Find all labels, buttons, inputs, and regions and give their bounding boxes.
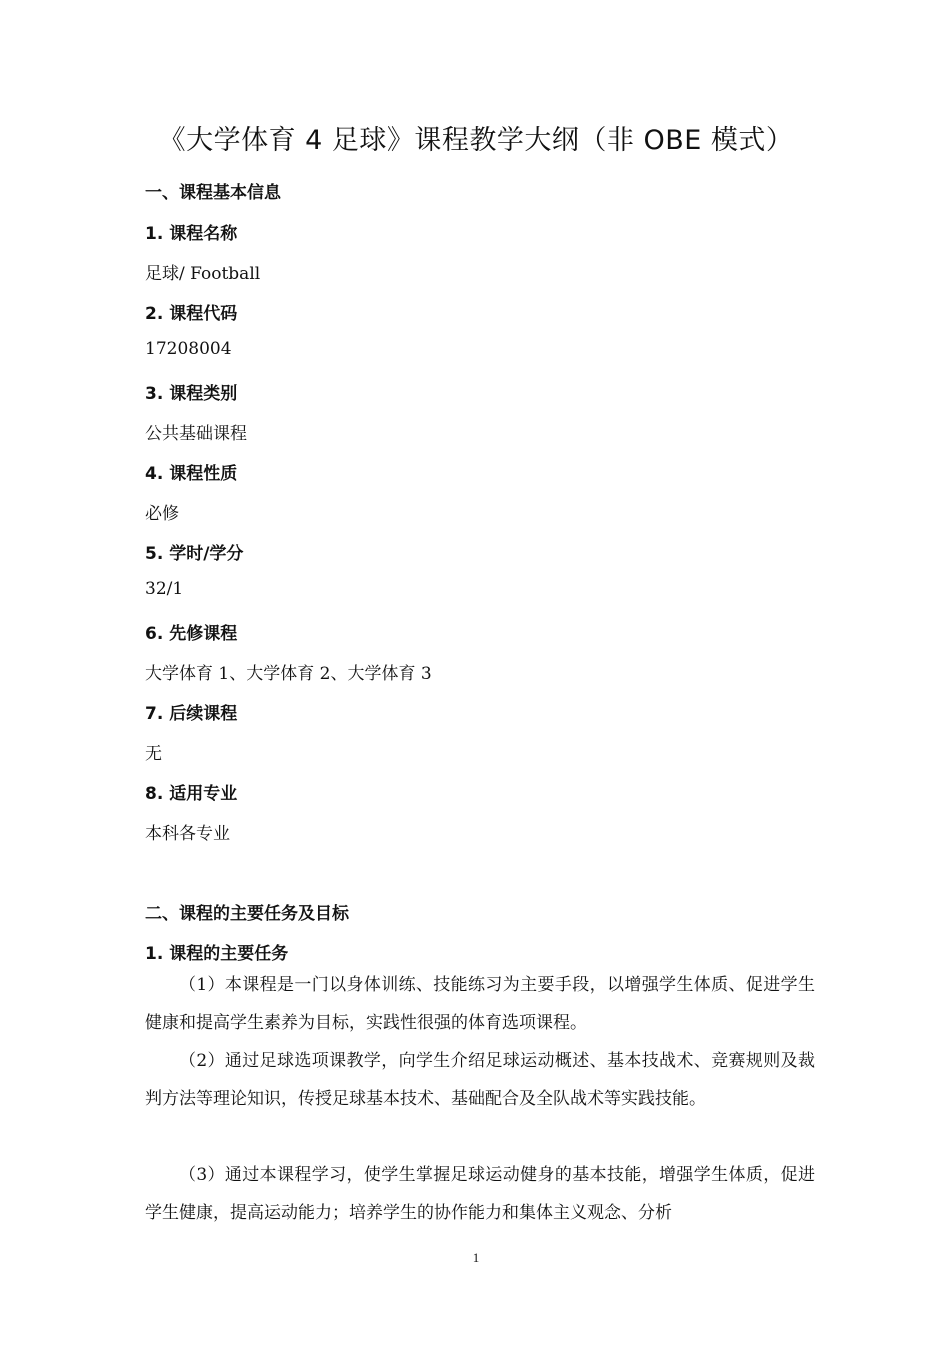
subheading-main-tasks: 1. 课程的主要任务 <box>145 944 289 964</box>
item-label-course-code: 2. 课程代码 <box>145 304 238 324</box>
page-number: 1 <box>472 1250 480 1265</box>
item-value-course-category: 公共基础课程 <box>145 424 247 444</box>
paragraph-task-2: （2）通过足球选项课教学，向学生介绍足球运动概述、基本技战术、竞赛规则及裁判方法等理论知识，传授足球基本技术、基础配合及全队战术等实践技能。 <box>145 1051 815 1109</box>
paragraph-task-3: （3）通过本课程学习，使学生掌握足球运动健身的基本技能，增强学生体质，促进学生健康，提高运动能力；培养学生的协作能力和集体主义观念、分析 <box>145 1165 815 1223</box>
item-value-course-nature: 必修 <box>145 504 179 524</box>
item-label-applicable-majors: 8. 适用专业 <box>145 784 238 804</box>
item-value-prerequisites: 大学体育 1、大学体育 2、大学体育 3 <box>145 664 432 684</box>
item-value-course-name: 足球/ Football <box>145 264 261 284</box>
document-title: 《大学体育 4 足球》课程教学大纲（非 OBE 模式） <box>158 125 794 156</box>
item-label-prerequisites: 6. 先修课程 <box>145 624 238 644</box>
item-label-course-name: 1. 课程名称 <box>145 224 238 244</box>
paragraph-task-1: （1）本课程是一门以身体训练、技能练习为主要手段，以增强学生体质、促进学生健康和提高学生素养为目标，实践性很强的体育选项课程。 <box>145 975 815 1033</box>
item-value-applicable-majors: 本科各专业 <box>145 824 230 844</box>
item-value-hours-credits: 32/1 <box>145 579 184 599</box>
item-value-course-code: 17208004 <box>145 339 232 359</box>
section-heading-tasks-goals: 二、课程的主要任务及目标 <box>145 904 349 924</box>
item-label-hours-credits: 5. 学时/学分 <box>145 544 244 564</box>
section-heading-basic-info: 一、课程基本信息 <box>145 183 281 203</box>
item-value-follow-up-courses: 无 <box>145 744 162 764</box>
item-label-course-nature: 4. 课程性质 <box>145 464 238 484</box>
item-label-follow-up-courses: 7. 后续课程 <box>145 704 238 724</box>
item-label-course-category: 3. 课程类别 <box>145 384 238 404</box>
